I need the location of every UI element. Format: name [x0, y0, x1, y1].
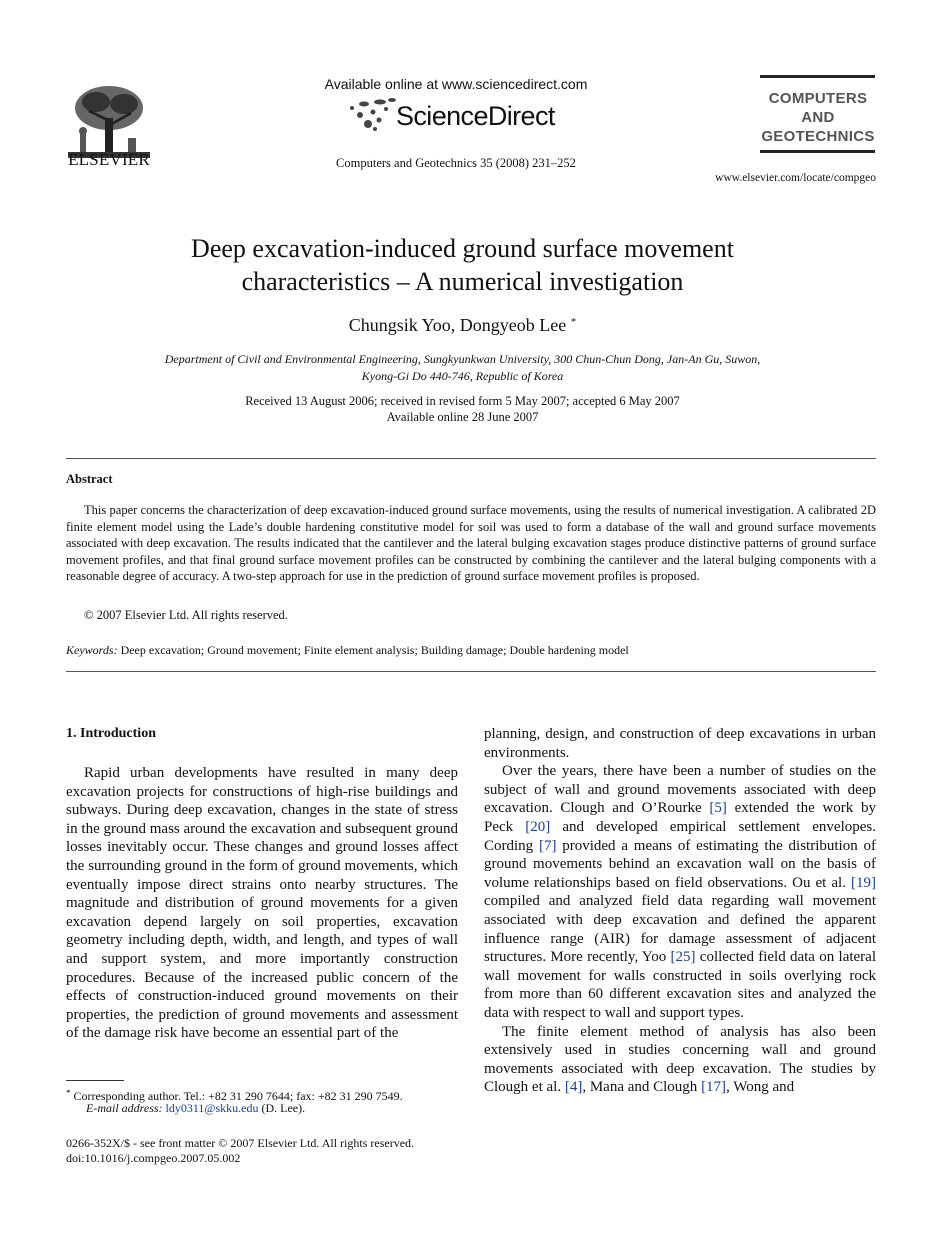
history-line-1: Received 13 August 2006; received in revised form 5 May 2007; accepted 6 May 2007 — [245, 394, 680, 408]
affiliation-line-1: Department of Civil and Environmental Engineering, Sungkyunkwan University, 300 Chun-Chun Dong, Jan-An Gu, Suwon, — [164, 352, 761, 366]
issn-text: 0266-352X/$ - see front matter © 2007 Elsevier Ltd. All rights reserved. — [66, 1136, 415, 1150]
footnote-rule — [66, 1080, 124, 1081]
abstract-copyright: © 2007 Elsevier Ltd. All rights reserved. — [84, 608, 288, 622]
abstract-heading: Abstract — [66, 472, 113, 486]
email-link[interactable]: ldy0311@skku.edu — [165, 1101, 259, 1115]
footnote-mark: * — [66, 1088, 71, 1098]
text-run: The finite element method of analysis has also been extensively used in studies concerning wall and ground movements associated with deep excavation. The studies by Clough et al. — [484, 1023, 876, 1096]
footnote-email — [66, 1101, 458, 1116]
journal-logo-line: COMPUTERS — [768, 90, 868, 107]
intro-paragraph-3 — [484, 1023, 876, 1097]
citation-link[interactable]: [7] — [538, 837, 557, 854]
journal-logo-rule-top — [760, 75, 875, 78]
available-online-text[interactable]: Available online at www.sciencedirect.com — [324, 76, 588, 92]
divider — [66, 671, 876, 672]
corresponding-author-mark[interactable]: * — [570, 316, 577, 328]
text-run: compiled and analyzed field data regarding wall movement associated with deep excavation and defined the apparent influence range (AIR) for damage assessment of adjacent structures. More recently, Yoo — [484, 893, 876, 966]
intro-paragraph-1 — [66, 764, 458, 1043]
text-run: extended the work by Peck — [484, 800, 877, 835]
paragraph-continued: planning, design, and construction of deep excavations in urban environments. — [484, 726, 876, 761]
citation-link[interactable]: [4] — [564, 1079, 583, 1096]
author-list — [100, 315, 825, 336]
article-title — [100, 232, 825, 298]
journal-url-link[interactable]: www.elsevier.com/locate/compgeo — [715, 172, 876, 184]
text-run: and developed empirical settlement envelopes. Cording — [484, 818, 876, 854]
corresponding-author-text: Corresponding author. Tel.: +82 31 290 7644; fax: +82 31 290 7549. — [73, 1089, 403, 1103]
citation-link[interactable]: [25] — [670, 949, 696, 966]
citation-link[interactable]: [17] — [701, 1079, 727, 1096]
text-run: , Wong and — [726, 1079, 795, 1096]
journal-logo-rule-bottom — [760, 150, 875, 153]
title-line-1: Deep excavation-induced ground surface movement — [191, 234, 734, 263]
citation-link[interactable]: [19] — [851, 874, 876, 891]
text-run: Over the years, there have been a number of studies on the subject of wall and ground movements associated with deep excavation. Clough and O’Rourke — [484, 763, 876, 817]
keywords-list: Deep excavation; Ground movement; Finite element analysis; Building damage; Double hardening model — [120, 643, 629, 657]
journal-citation: Computers and Geotechnics 35 (2008) 231–252 — [336, 156, 576, 170]
history-line-2: Available online 28 June 2007 — [386, 410, 539, 424]
issn-doi-block — [66, 1136, 414, 1166]
email-label: E-mail address: — [86, 1101, 163, 1115]
abstract-text: This paper concerns the characterization of deep excavation-induced ground surface movements, using the results of numerical investigation. A calibrated 2D finite element model using the Lade’s double hardening constitutive model for soil was used to form a database of the wall and ground surface movements associated with deep excavation. The results indicated that the cantilever and the lateral bulging excavation stages produce distinctive patterns of ground surface movement profiles, and that final ground surface movement profiles can be constructed by combining the cantilever and the lateral bulging components with a reasonable degree of accuracy. A two-step approach for use in the prediction of ground surface movement profiles is proposed. — [66, 503, 876, 583]
article-history — [110, 393, 815, 425]
right-column — [484, 725, 876, 1097]
title-line-2: characteristics – A numerical investigation — [241, 267, 684, 296]
affiliation — [110, 351, 815, 385]
authors-text: Chungsik Yoo, Dongyeob Lee — [348, 315, 567, 335]
affiliation-line-2: Kyong-Gi Do 440-746, Republic of Korea — [361, 369, 564, 383]
keywords — [66, 643, 876, 658]
intro-paragraph-2 — [484, 762, 876, 1022]
journal-logo-line: GEOTECHNICS — [761, 128, 875, 145]
section-heading: 1. Introduction — [66, 726, 156, 741]
email-suffix: (D. Lee). — [261, 1101, 306, 1115]
publisher-name: ELSEVIER — [68, 150, 150, 169]
journal-logo-line: AND — [801, 109, 835, 126]
text-run: provided a means of estimating the distribution of ground movements behind an excavation wall on the basis of volume relationships based on field observations. Ou et al. — [484, 837, 876, 891]
keywords-label: Keywords: — [66, 643, 118, 657]
doi-text[interactable]: doi:10.1016/j.compgeo.2007.05.002 — [66, 1151, 241, 1165]
citation-link[interactable]: [5] — [709, 800, 727, 817]
journal-logo — [758, 89, 878, 146]
citation-link[interactable]: [20] — [525, 818, 551, 835]
text-run: , Mana and Clough — [582, 1079, 702, 1096]
paragraph-text: Rapid urban developments have resulted in many deep excavation projects for constructions of high-rise buildings and subways. During deep excavation, changes in the state of stress in the ground mass around the excavation and subsequent ground losses inevitably occur. These changes and ground losses affect the surrounding ground in the form of ground movements, which eventually impose direct strains onto nearby structures. The magnitude and distribution of ground movements for a given excavation depend largely on soil properties, excavation geometry including depth, width, and length, and types of wall and support system, and more importantly construction procedures. Because of the increased public concern of the effects of construction-induced ground movements on their properties, the prediction of ground movements and assessment of the damage risk have become an essential part of the — [66, 765, 458, 1042]
divider — [66, 458, 876, 459]
text-run: collected field data on lateral wall movement for walls constructed in soils overlying rock from more than 60 different excavation sites and analyzed the data with respect to wall and support types. — [484, 949, 876, 1021]
sciencedirect-wordmark: ScienceDirect — [396, 101, 555, 131]
